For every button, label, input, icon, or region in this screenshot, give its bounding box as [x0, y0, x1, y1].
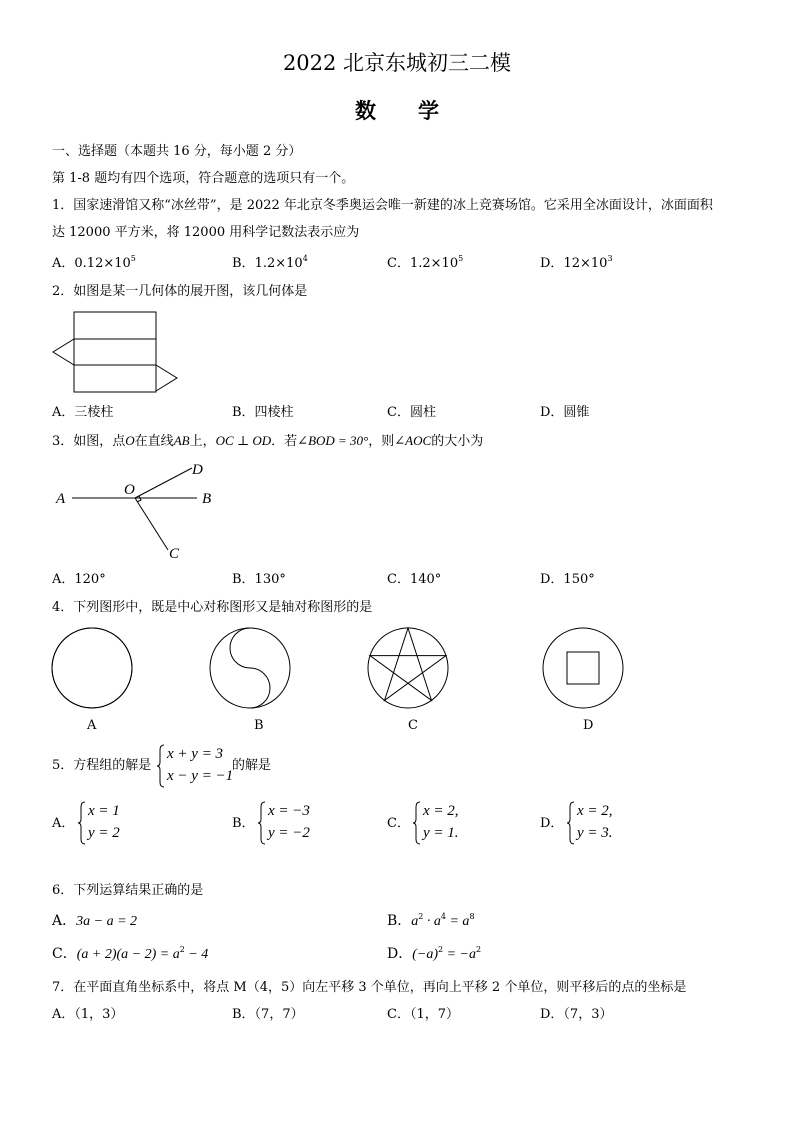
q2-option-a: A．三棱柱 [52, 405, 114, 420]
q2-net-figure [52, 311, 182, 395]
q2-option-b: B．四棱柱 [232, 405, 294, 420]
q3-label-o: O [124, 482, 135, 498]
q6-option-c: C．$(a + 2)(a - 2) = a^2 - 4$ [52, 945, 209, 962]
q5-option-c-label: C． [387, 816, 410, 831]
q4-label-d: D [583, 718, 594, 733]
q4-figure-c [367, 627, 449, 709]
section-heading: 一、选择题（本题共 16 分，每小题 2 分） [52, 144, 302, 159]
q3-option-a: A．120° [52, 572, 106, 587]
q5-option-b-label: B． [232, 816, 255, 831]
section-instruction: 第 1-8 题均有四个选项，符合题意的选项只有一个。 [52, 171, 355, 186]
q1-option-a: A．$0.12\times 10^5$ [52, 254, 136, 271]
q5-stem-prefix: 5．方程组的解是 [52, 758, 152, 773]
page-title: 2022 北京东城初三二模 [282, 51, 512, 75]
q3-stem: 3．如图，点O在直线AB上，OC ⊥ OD．若∠BOD = 30°，则∠AOC的大小为 [52, 433, 484, 449]
q3-option-b: B．130° [232, 572, 286, 587]
q3-label-d: D [192, 462, 203, 478]
q7-option-c: C．（1，7） [387, 1007, 459, 1022]
q1-option-b: B．$1.2\times 10^4$ [232, 254, 308, 271]
q6-option-a: A．3a − a = 2 [52, 913, 138, 929]
q3-label-c: C [169, 546, 180, 562]
q5-option-a-label: A． [52, 816, 75, 831]
q2-stem: 2．如图是某一几何体的展开图，该几何体是 [52, 284, 308, 299]
q2-option-d: D．圆锥 [540, 405, 590, 420]
q1-option-d: D．$12\times 10^3$ [540, 254, 613, 271]
q4-label-b: B [254, 718, 264, 733]
q7-stem: 7．在平面直角坐标系中，将点 M（4，5）向左平移 3 个单位，再向上平移 2 个单位，则平移后的点的坐标是 [52, 980, 687, 995]
q6-option-b: B．$a^2 \cdot a^4 = a^8$ [387, 912, 475, 929]
q2-option-c: C．圆柱 [387, 405, 436, 420]
q3-label-b: B [202, 491, 212, 507]
q7-option-a: A．（1，3） [52, 1007, 124, 1022]
q6-stem: 6．下列运算结果正确的是 [52, 883, 204, 898]
q4-stem: 4．下列图形中，既是中心对称图形又是轴对称图形的是 [52, 600, 373, 615]
q4-label-a: A [87, 718, 97, 733]
q5-stem-suffix: 的解是 [232, 758, 272, 773]
q3-angle-figure [52, 458, 222, 562]
q1-stem-line1: 1．国家速滑馆又称“冰丝带”，是 2022 年北京冬季奥运会唯一新建的冰上竞赛场馆。它采用全冰面设计，冰面面积 [52, 198, 713, 213]
q3-option-c: C．140° [387, 572, 442, 587]
q4-figure-d [542, 627, 624, 709]
q3-label-a: A [56, 491, 66, 507]
q1-stem-line2: 达 12000 平方米，将 12000 用科学记数法表示应为 [52, 225, 360, 240]
subject-title: 数 学 [355, 98, 439, 123]
q1-option-c: C．$1.2\times 10^5$ [387, 254, 464, 271]
q3-option-d: D．150° [540, 572, 595, 587]
q6-option-d: D．$(-a)^2 = -a^2$ [387, 945, 482, 962]
q4-figure-a [51, 627, 133, 709]
q7-option-d: D．（7，3） [540, 1007, 613, 1022]
q4-figure-b [209, 627, 291, 709]
q4-label-c: C [408, 718, 418, 733]
q5-option-d-label: D． [540, 816, 564, 831]
q7-option-b: B．（7，7） [232, 1007, 304, 1022]
